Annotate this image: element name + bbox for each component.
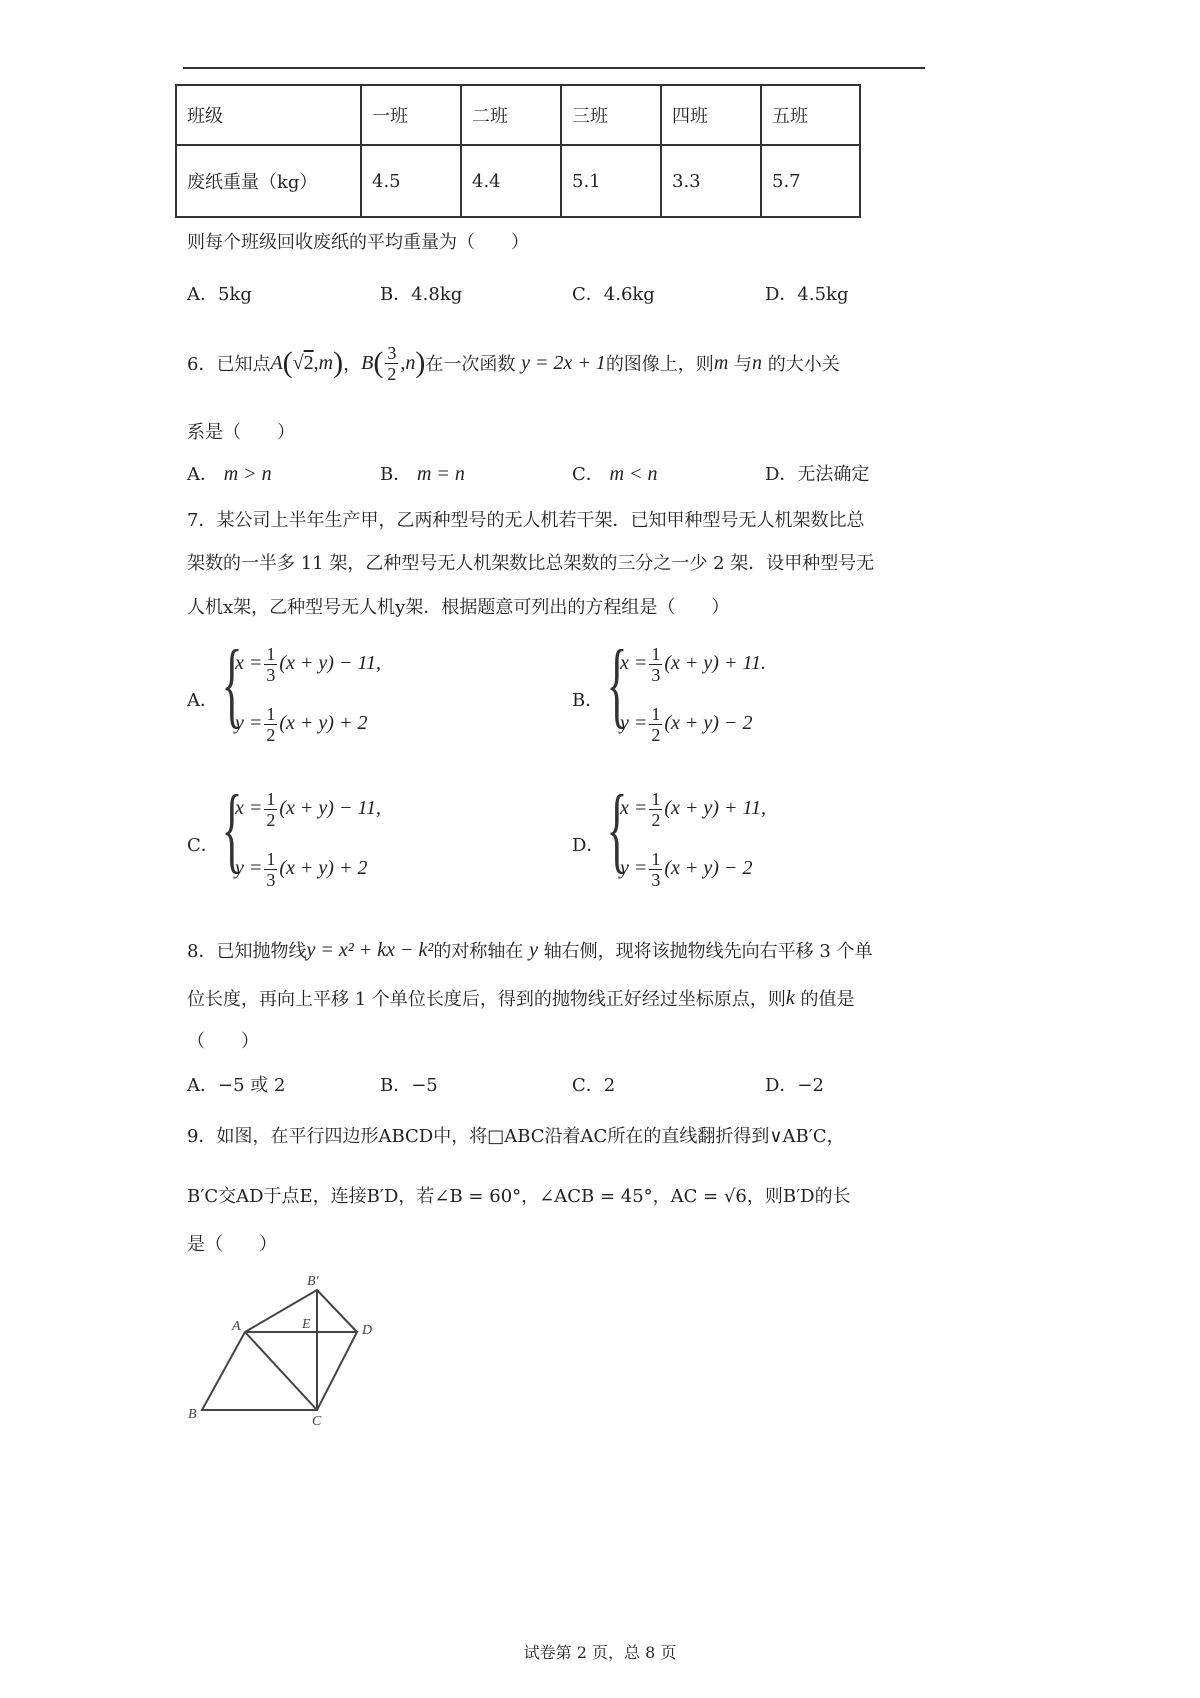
equation-2: y = $\frac{1}{3}$ (x + y) − 2 [620,849,753,890]
q7-line3: 人机x架，乙种型号无人机y架．根据题意可列出的方程组是（ ） [187,597,730,618]
q7-option-d[interactable] [572,775,912,905]
math: m = n [416,463,465,485]
q6-line1: 6．已知点 A ( √2, m ) ， B ( $\frac{3}{2}$ , n ) 在一次函数 y = 2x + 1 的图像上，则 m 与 n 的大小关 [187,342,840,384]
q9-line2: B′C交AD于点E，连接B′D，若∠B = 60°，∠ACB = 45°，AC = √6，则B′D的长 [187,1186,851,1207]
parallelogram-figure [180,1270,390,1430]
equation-2: y = $\frac{1}{3}$ (x + y) + 2 [235,849,368,890]
math: 2 [303,351,314,374]
label-b-prime: B′ [307,1274,319,1289]
table-cell: 5.1 [561,145,661,217]
equation-1: x = $\frac{1}{2}$ (x + y) − 11, [235,789,381,830]
q6-option-a[interactable] [187,460,272,486]
folded-triangle [245,1290,357,1332]
equation-1: x = $\frac{1}{3}$ (x + y) + 11. [620,644,766,685]
page-footer: 试卷第 2 页，总 8 页 [523,1643,677,1662]
q9-line1: 9．如图，在平行四边形ABCD中，将□ABC沿着AC所在的直线翻折得到∨AB′C， [187,1126,845,1147]
q6-text: 6．已知点 [187,354,271,375]
q6-option-b[interactable] [380,460,465,486]
option-label: A． [187,464,218,485]
table-cell: 5.7 [761,145,860,217]
q5-stem: 则每个班级回收废纸的平均重量为（ ） [187,232,529,253]
equation-1: x = $\frac{1}{2}$ (x + y) + 11, [620,789,766,830]
q7-line1: 7．某公司上半年生产甲，乙两种型号的无人机若干架．已知甲种型号无人机架数比总 [187,510,865,531]
equation-2: y = $\frac{1}{2}$ (x + y) − 2 [620,704,753,745]
math: m > n [223,463,272,485]
brace-icon: { [221,775,243,882]
brace-icon: { [606,630,628,737]
table-cell: 4.4 [461,145,561,217]
q5-option-b[interactable]: B．4.8kg [380,284,463,305]
option-label: B． [380,464,412,485]
math: m [318,351,334,374]
q7-option-c[interactable] [187,775,527,905]
q8-option-d[interactable]: D．−2 [765,1075,824,1096]
option-label: D． [572,835,605,856]
q8-line2 [187,985,855,1011]
option-label: A． [187,690,218,711]
label-c: C [312,1414,322,1429]
table-cell: 3.3 [661,145,761,217]
q7-option-b[interactable] [572,630,912,760]
q7-line2: 架数的一半多 11 架，乙种型号无人机架数比总架数的三分之一少 2 架．设甲种型号无 [187,553,875,574]
math: A [270,351,283,374]
label-e: E [302,1317,311,1332]
math: m < n [609,463,658,485]
q5-option-c[interactable]: C．4.6kg [572,284,655,305]
equation-2: y = $\frac{1}{2}$ (x + y) + 2 [235,704,368,745]
label-b: B [188,1407,197,1422]
table-cell: 四班 [661,85,761,145]
brace-icon: { [606,775,628,882]
math: B [361,351,374,374]
table-cell: 二班 [461,85,561,145]
table-cell: 三班 [561,85,661,145]
q8-text: 的对称轴在 [433,941,524,962]
table-cell: 一班 [361,85,461,145]
equation-1: x = $\frac{1}{3}$ (x + y) − 11, [235,644,381,685]
q8-line3: （ ） [187,1031,259,1052]
q7-option-a[interactable] [187,630,527,760]
waste-paper-table [175,84,861,218]
math: n [405,351,416,374]
q8-option-b[interactable]: B．−5 [380,1075,438,1096]
table-cell: 4.5 [361,145,461,217]
q8-line1 [187,937,873,963]
label-d: D [362,1323,373,1338]
parallelogram-abcd [202,1332,357,1410]
brace-icon: { [221,630,243,737]
math: n [752,351,762,374]
q8-text: 的值是 [800,989,855,1010]
table-row [176,145,860,217]
q6-option-d[interactable]: D．无法确定 [765,464,870,485]
q8-text: 8．已知抛物线 [187,941,307,962]
q6-line2: 系是（ ） [187,422,295,443]
q5-option-d[interactable]: D．4.5kg [765,284,849,305]
q5-option-a[interactable]: A．5kg [187,284,252,305]
math: y [529,938,538,961]
math: y = x² + kx − k² [306,938,434,961]
q8-option-c[interactable]: C．2 [572,1075,616,1096]
math: k [785,986,795,1009]
fraction: $\frac{3}{2}$ [387,342,397,384]
option-label: B． [572,690,604,711]
table-cell: 五班 [761,85,860,145]
q6-text: 与 [734,354,752,375]
q6-text: 的大小关 [767,354,840,375]
header-rule [183,67,925,69]
label-a: A [232,1319,241,1334]
table-cell: 废纸重量（kg） [176,145,361,217]
table-cell: 班级 [176,85,361,145]
q6-option-c[interactable] [572,460,657,486]
math: m [713,351,729,374]
q6-text: 的图像上，则 [605,354,714,375]
q6-text: 在一次函数 [425,354,516,375]
table-header-row [176,85,860,145]
diagonal-ac [245,1332,317,1410]
option-label: C． [187,835,219,856]
math: y = 2x + 1 [521,351,606,374]
q8-text: 轴右侧，现将该抛物线先向右平移 3 个单 [543,941,873,962]
q8-text: 位长度，再向上平移 1 个单位长度后，得到的抛物线正好经过坐标原点，则 [187,989,786,1010]
q9-line3: 是（ ） [187,1234,277,1255]
q8-option-a[interactable]: A．−5 或 2 [187,1075,286,1096]
option-label: C． [572,464,604,485]
